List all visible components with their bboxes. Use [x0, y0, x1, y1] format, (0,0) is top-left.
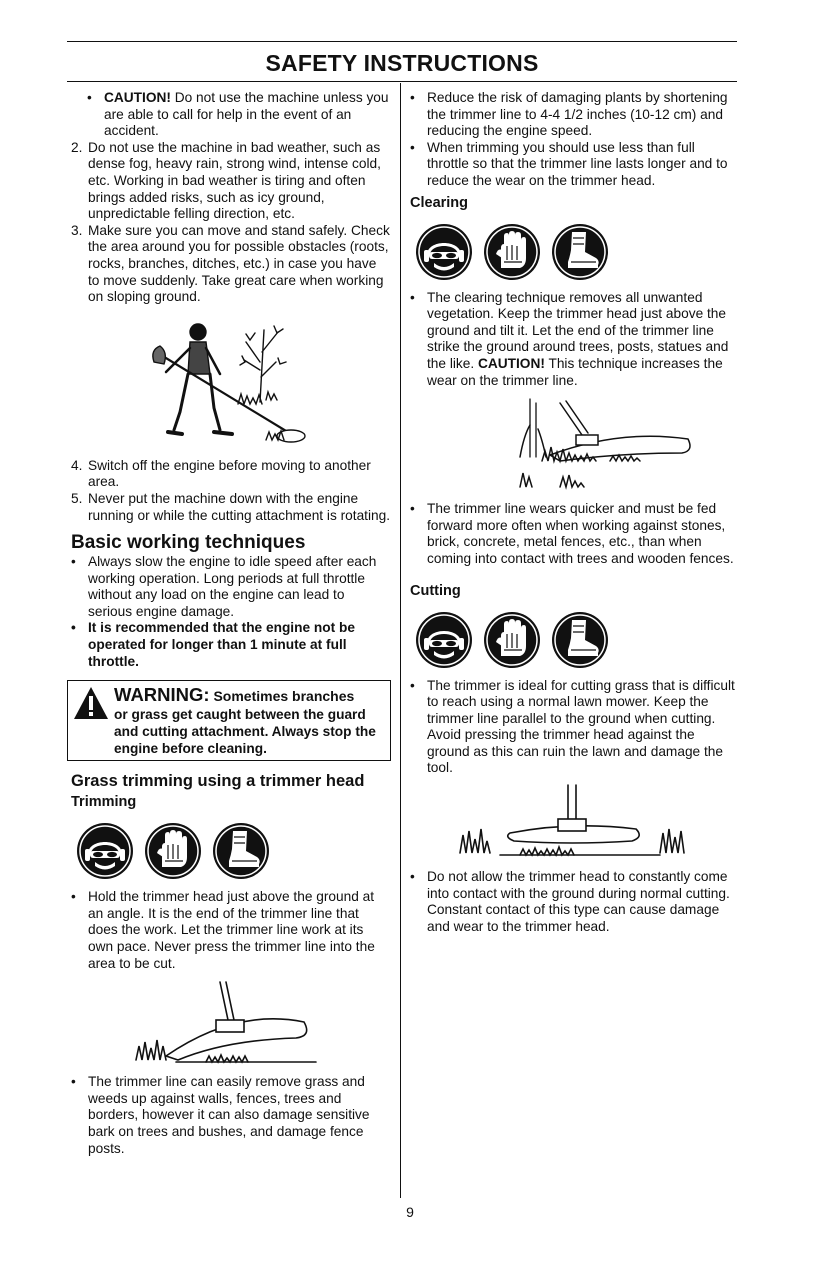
protective-gloves-icon	[143, 821, 203, 881]
warning-triangle-icon	[73, 686, 109, 720]
warning-box	[67, 680, 391, 761]
protective-gloves-icon	[482, 222, 542, 282]
column-divider	[400, 83, 401, 1198]
cutting-heading: Cutting	[410, 582, 461, 599]
bullet-less-throttle: • When trimming you should use less than full throttle so that the trimmer line lasts longer and to reduce the wear on the trimmer head.	[410, 139, 728, 188]
face-and-ear-protection-icon	[414, 610, 474, 670]
trimmer-head-angled-illustration	[116, 978, 346, 1068]
basic-techniques-heading: Basic working techniques	[71, 532, 306, 554]
grass-trimming-heading: Grass trimming using a trimmer head	[71, 772, 365, 791]
clearing-around-tree-illustration	[450, 395, 700, 495]
trimming-bullet-angle: • Hold the trimmer head just above the ground at an angle. It is the end of the trimmer line that does the work. Let the trimmer line work at its own pace. Never press the trimmer line into the area to be cut.	[71, 889, 375, 971]
right-column	[410, 90, 740, 935]
caution-label: CAUTION!	[104, 90, 171, 105]
warning-lead: Sometimes branches	[209, 688, 355, 705]
list-item-2: 2. Do not use the machine in bad weather, such as dense fog, heavy rain, strong wind, intense cold, etc. Working in bad weather is tiring and often brings added risks, such as icy ground, unpredictable felling direction, etc.	[71, 139, 381, 222]
page-title: SAFETY INSTRUCTIONS	[265, 50, 539, 76]
trimming-bullet-walls: • The trimmer line can easily remove grass and weeds up against walls, fences, trees and borders, however it can also damage sensitive bark on trees and bushes, and damage fence posts.	[71, 1074, 370, 1156]
face-and-ear-protection-icon	[414, 222, 474, 282]
trimming-heading: Trimming	[71, 794, 137, 811]
protective-boots-icon	[211, 821, 271, 881]
basic-bullet-idle: • Always slow the engine to idle speed after each working operation. Long periods at full throttle without any load on the engine can lead to serious engine damage.	[71, 554, 377, 619]
face-and-ear-protection-icon	[75, 821, 135, 881]
protective-gloves-icon	[482, 610, 542, 670]
caution-label: CAUTION!	[477, 355, 545, 371]
cutting-bullet-ground-contact: • Do not allow the trimmer head to constantly come into contact with the ground during normal cutting. Constant contact of this type can cause damage and wear to the trimmer head.	[410, 869, 730, 934]
cutting-ppe-icons	[414, 610, 740, 670]
warning-title: WARNING:	[114, 684, 210, 706]
list-item-4: 4. Switch off the engine before moving to another area.	[71, 457, 371, 490]
bullet-reduce-risk: • Reduce the risk of damaging plants by shortening the trimmer line to 4-4 1/2 inches (10-12 cm) and reducing the engine speed.	[410, 90, 728, 139]
caution-bullet: • CAUTION! Do not use the machine unless you are able to call for help in the event of an accident.	[87, 90, 389, 139]
clearing-ppe-icons	[414, 222, 740, 282]
left-column	[71, 90, 391, 1157]
clearing-bullet-technique: • The clearing technique removes all unwanted vegetation. Keep the trimmer head just above the ground and tilt it. Let the end of the trimmer line strike the ground around trees, posts, statues and the like. CAUTION! This technique increases the wear on the trimmer line.	[410, 289, 729, 388]
trimmer-head-parallel-illustration	[440, 783, 710, 863]
clearing-heading: Clearing	[410, 194, 469, 211]
clearing-bullet-wear: • The trimmer line wears quicker and must be fed forward more often when working against stones, brick, concrete, metal fences, etc., than when coming into contact with trees and wooden fences.	[410, 501, 734, 566]
operator-trimming-illustration	[146, 312, 316, 452]
trimming-ppe-icons	[75, 821, 391, 881]
protective-boots-icon	[550, 610, 610, 670]
list-item-3: 3. Make sure you can move and stand safely. Check the area around you for possible obstacles (roots, rocks, branches, ditches, etc.) in case you have to move suddenly. Take great care when working on sloping ground.	[71, 222, 390, 305]
list-item-5: 5. Never put the machine down with the engine running or while the cutting attachment is rotating.	[71, 490, 391, 523]
page-number: 9	[406, 1204, 414, 1220]
cutting-bullet-ideal: • The trimmer is ideal for cutting grass that is difficult to reach using a normal lawn mower. Keep the trimmer line parallel to the ground when cutting. Avoid pressing the trimmer head against the ground as this can ruin the lawn and damage the tool.	[410, 677, 735, 776]
basic-bullet-full-throttle: • It is recommended that the engine not be operated for longer than 1 minute at full throttle.	[71, 620, 355, 669]
protective-boots-icon	[550, 222, 610, 282]
warning-body: or grass get caught between the guard and cutting attachment. Always stop the engine before cleaning.	[114, 707, 376, 757]
